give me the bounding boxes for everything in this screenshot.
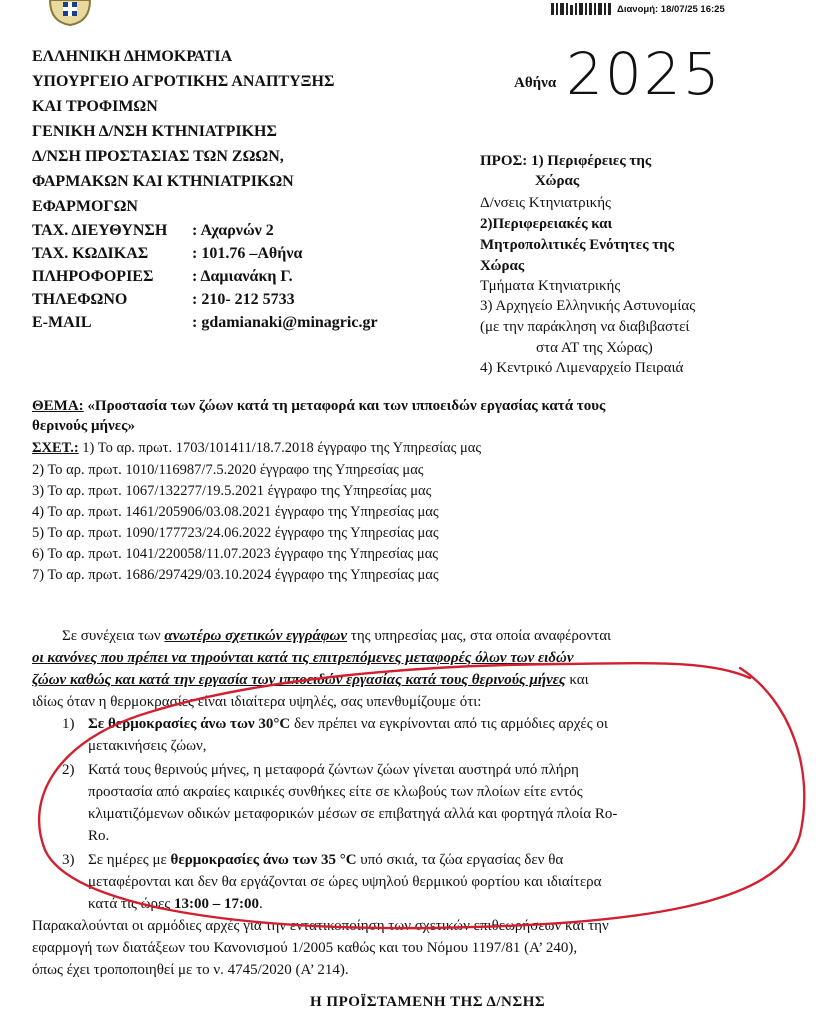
- body-text: .: [259, 896, 263, 912]
- body-text-emphasis: 13:00 – 17:00: [174, 896, 260, 912]
- recipient-line: στα ΑΤ της Χώρας): [536, 340, 653, 356]
- recipient-line: Μητροπολιτικές Ενότητες της: [480, 237, 675, 253]
- sender-line: ΕΦΑΡΜΟΓΩΝ: [32, 198, 138, 215]
- field-value: : Αχαρνών 2: [192, 222, 274, 239]
- reference-item: 2) Το αρ. πρωτ. 1010/116987/7.5.2020 έγγραφο της Υπηρεσίας μας: [32, 462, 424, 478]
- list-item: Κατά τους θερινούς μήνες, η μεταφορά ζώντων ζώων γίνεται αυστηρά υπό πλήρη: [88, 762, 579, 778]
- field-value: : Δαμιανάκη Γ.: [192, 268, 293, 285]
- list-number: 3): [62, 852, 75, 868]
- body-line: [62, 628, 611, 645]
- list-item: [88, 716, 608, 733]
- field-value: : 210- 212 5733: [192, 291, 295, 308]
- recipient-line: Χώρας: [480, 258, 525, 274]
- recipient-line: (με την παράκληση να διαβιβαστεί: [480, 319, 690, 335]
- body-text: και: [565, 672, 589, 688]
- recipient-line: Δ/νσεις Κτηνιατρικής: [480, 195, 611, 211]
- delivery-stamp: [551, 0, 725, 18]
- reference-item: 3) Το αρ. πρωτ. 1067/132277/19.5.2021 έγγραφο της Υπηρεσίας μας: [32, 483, 432, 499]
- subject-text: θερινούς μήνες»: [32, 418, 135, 434]
- place-label: Αθήνα: [514, 75, 557, 91]
- list-item: κλιματιζόμενων οδικών μεταφορικών μέσων σε επιβατηγά αλλά και φορτηγά πλοία Ro-: [88, 806, 618, 822]
- sender-line: ΥΠΟΥΡΓΕΙΟ ΑΓΡΟΤΙΚΗΣ ΑΝΑΠΤΥΞΗΣ: [32, 73, 335, 90]
- body-text: κατά τις ώρες: [88, 896, 175, 912]
- sender-line: Δ/ΝΣΗ ΠΡΟΣΤΑΣΙΑΣ ΤΩΝ ΖΩΩΝ,: [32, 148, 284, 165]
- reference-item: 5) Το αρ. πρωτ. 1090/177723/24.06.2022 έγγραφο της Υπηρεσίας μας: [32, 525, 439, 541]
- sender-line: ΓΕΝΙΚΗ Δ/ΝΣΗ ΚΤΗΝΙΑΤΡΙΚΗΣ: [32, 123, 277, 140]
- field-value: : 101.76 –Αθήνα: [192, 245, 303, 262]
- subject-line: [32, 398, 605, 415]
- field-label: ΤΑΧ. ΚΩΔΙΚΑΣ: [32, 245, 149, 262]
- list-item: Ro.: [88, 828, 110, 844]
- body-line: Παρακαλούνται οι αρμόδιες αρχές για την εντατικοποίηση των σχετικών επιθεωρήσεων και την: [32, 918, 609, 934]
- email-value: : gdamianaki@minagric.gr: [192, 314, 378, 331]
- list-item: μετακινήσεις ζώων,: [88, 738, 207, 754]
- recipient-line: Χώρας: [535, 173, 580, 189]
- field-label: ΠΛΗΡΟΦΟΡΙΕΣ: [32, 268, 154, 285]
- recipient-line: Τμήματα Κτηνιατρικής: [480, 278, 621, 294]
- subject-text: «Προστασία των ζώων κατά τη μεταφορά και των ιπποειδών εργασίας κατά τους: [87, 398, 606, 414]
- sender-line: ΚΑΙ ΤΡΟΦΙΜΩΝ: [32, 98, 158, 115]
- references-label: ΣΧΕΤ.:: [32, 440, 79, 456]
- delivery-timestamp: Διανομή: 18/07/25 16:25: [617, 3, 725, 15]
- body-line: [32, 672, 589, 689]
- body-text-emphasis: Σε θερμοκρασίες άνω των 30°C: [88, 716, 291, 732]
- barcode-icon: [551, 3, 613, 15]
- recipient-line: [480, 153, 651, 170]
- body-text: υπό σκιά, τα ζώα εργασίας δεν θα: [356, 852, 564, 868]
- recipient-line: 3) Αρχηγείο Ελληνικής Αστυνομίας: [480, 298, 696, 314]
- recipient-line: 2)Περιφερειακές και: [480, 216, 613, 232]
- field-label: ΤΑΧ. ΔΙΕΥΘΥΝΣΗ: [32, 222, 168, 239]
- field-label: E-MAIL: [32, 314, 92, 331]
- body-text: Σε ημέρες με: [88, 852, 171, 868]
- body-text: δεν πρέπει να εγκρίνονται από τις αρμόδιες αρχές οι: [290, 716, 608, 732]
- reference-item: 4) Το αρ. πρωτ. 1461/205906/03.08.2021 έγγραφο της Υπηρεσίας μας: [32, 504, 439, 520]
- sender-line: ΕΛΛΗΝΙΚΗ ΔΗΜΟΚΡΑΤΙΑ: [32, 48, 233, 65]
- signature-title: Η ΠΡΟΪΣΤΑΜΕΝΗ ΤΗΣ Δ/ΝΣΗΣ: [310, 994, 546, 1010]
- recipient-line: 4) Κεντρικό Λιμεναρχείο Πειραιά: [480, 360, 684, 376]
- body-text: Σε συνέχεια των: [62, 628, 165, 644]
- sender-line: ΦΑΡΜΑΚΩΝ ΚΑΙ ΚΤΗΝΙΑΤΡΙΚΩΝ: [32, 173, 294, 190]
- reference-item: 6) Το αρ. πρωτ. 1041/220058/11.07.2023 έγγραφο της Υπηρεσίας μας: [32, 546, 439, 562]
- list-number: 1): [62, 716, 75, 732]
- list-item: [88, 852, 563, 869]
- handwritten-year: 2025: [566, 40, 722, 108]
- field-label: ΤΗΛΕΦΩΝΟ: [32, 291, 128, 308]
- recipients-label: ΠΡΟΣ:: [480, 153, 528, 169]
- body-line: όπως έχει τροποποιηθεί με το ν. 4745/2020 (Α’ 214).: [32, 962, 349, 978]
- list-number: 2): [62, 762, 75, 778]
- body-text-emphasis: ζώων καθώς και κατά την εργασία των ιπποειδών εργασίας κατά τους θερινούς μήνες: [32, 672, 566, 688]
- list-item: προστασία από ακραίες καιρικές συνθήκες είτε σε κλωβούς των πλοίων είτε εντός: [88, 784, 583, 800]
- body-line: οι κανόνες που πρέπει να τηρούνται κατά τις επιτρεπόμενες μεταφορές όλων των ειδών: [32, 650, 574, 666]
- reference-text: 1) Το αρ. πρωτ. 1703/101411/18.7.2018 έγγραφο της Υπηρεσίας μας: [82, 440, 482, 456]
- body-line: ιδίως όταν η θερμοκρασίες είναι ιδιαίτερα υψηλές, σας υπενθυμίζουμε ότι:: [32, 694, 482, 710]
- reference-item: 7) Το αρ. πρωτ. 1686/297429/03.10.2024 έγγραφο της Υπηρεσίας μας: [32, 567, 439, 583]
- subject-label: ΘΕΜΑ:: [32, 398, 84, 414]
- greek-emblem-icon: [46, 0, 94, 26]
- body-text-emphasis: ανωτέρω σχετικών εγγράφων: [164, 628, 348, 644]
- body-text: της υπηρεσίας μας, στα οποία αναφέρονται: [347, 628, 612, 644]
- reference-item: [32, 440, 481, 457]
- body-line: εφαρμογή των διατάξεων του Κανονισμού 1/2005 καθώς και του Νόμου 1197/81 (Α’ 240),: [32, 940, 578, 956]
- body-text-emphasis: θερμοκρασίες άνω των 35 °C: [170, 852, 357, 868]
- list-item: μεταφέρονται και δεν θα εργάζονται σε ώρες υψηλού θερμικού φορτίου και ιδιαίτερα: [88, 874, 602, 890]
- list-item: [88, 896, 263, 913]
- recipient-line: 1) Περιφέρειες της: [531, 153, 652, 169]
